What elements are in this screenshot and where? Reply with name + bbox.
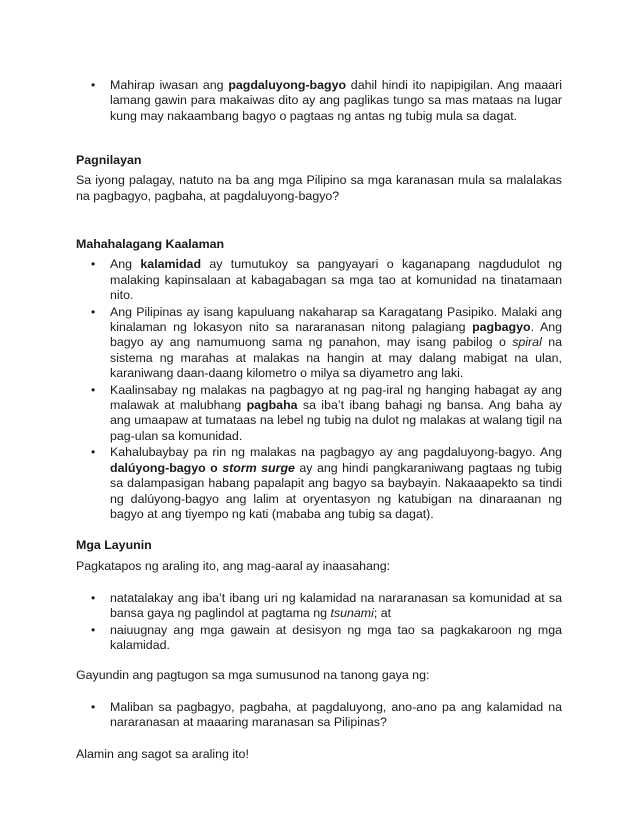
layunin-section [76, 538, 562, 762]
pagnilayan-section [76, 153, 562, 204]
bullet-icon: • [91, 590, 96, 605]
list-item [76, 623, 562, 654]
intro-term-pagdaluyong: pagdaluyong-bagyo [228, 78, 347, 92]
layunin-list [76, 591, 562, 654]
term-kalamidad: kalamidad [140, 257, 202, 272]
kaalaman-list [76, 257, 562, 522]
item-text: ; at [373, 606, 392, 621]
intro-section [76, 78, 562, 124]
bullet-icon: • [91, 257, 96, 272]
closing-text: Alamin ang sagot sa araling ito! [76, 746, 249, 761]
list-item [76, 257, 562, 303]
item-text: ay ang hindi pangkaraniwang pagtaas ng tubig sa dalampasigan habang papalapit ang bagyo sa baybayin. Nakaaapekto sa tindi ng dalúyong-bagyo ang lalim at oryentasyon ng katubigan na dinaraanan ng bagyo at ang tiyempo ng kati (mababa ang tubig sa dagat). [110, 460, 563, 521]
list-item [76, 591, 562, 622]
term-daluyong-bagyo: dalúyong-bagyo o [110, 460, 223, 475]
item-text: Maliban sa pagbagyo, pagbaha, at pagdaluyong, ano-ano pa ang kalamidad na nararanasan at maaaring maranasan sa Pilipinas? [110, 699, 562, 730]
layunin-heading: Mga Layunin [76, 538, 152, 552]
term-tsunami: tsunami [330, 606, 374, 621]
item-text: Ang Pilipinas ay isang kapuluang nakaharap sa Karagatang Pasipiko. Malaki ang kinalaman ng lokasyon nito sa nararanasan nitong palagiang [110, 304, 562, 335]
list-item [76, 445, 562, 522]
item-text: na sistema ng marahas at malakas na hangin at may dalang mabigat na ulan, karaniwang daan-daang kilometro o milya sa diyametro ang laki. [110, 335, 562, 381]
list-item [76, 78, 562, 124]
intro-list [76, 78, 562, 124]
item-text: . Ang bagyo ay ang namumuong sama ng panahon, may isang pabilog o [110, 320, 562, 350]
term-pagbaha: pagbaha [246, 398, 298, 413]
item-text: sa iba’t ibang bahagi ng bansa. Ang baha ay ang umaapaw at tumataas na lebel ng tubig na dulot ng malakas at walang tigil na pag-ulan sa komunidad. [110, 398, 562, 443]
item-text: ay tumutukoy sa pangyayari o kaganapang nagdudulot ng malaking kapinsalaan at kabagabagan sa mga tao at komunidad na tinatamaan nito. [110, 257, 562, 303]
bullet-icon: • [91, 382, 96, 397]
layunin-intro: Pagkatapos ng araling ito, ang mag-aaral ay inaasahang: [76, 559, 391, 574]
bullet-icon: • [91, 699, 96, 714]
item-text: naiuugnay ang mga gawain at desisyon ng mga tao sa pagkakaroon ng mga kalamidad. [110, 622, 562, 653]
list-item [76, 305, 562, 382]
term-pagbagyo: pagbagyo [472, 320, 531, 335]
kaalaman-heading: Mahahalagang Kaalaman [76, 237, 225, 251]
item-text: natatalakay ang iba’t ibang uri ng kalamidad na nararanasan sa komunidad at sa bansa gaya ng paglindol at pagtama ng [110, 590, 562, 621]
kaalaman-section [76, 237, 562, 522]
tanong-list [76, 700, 562, 731]
bullet-icon: • [91, 78, 96, 92]
bullet-icon: • [91, 622, 96, 637]
term-spiral: spiral [512, 335, 542, 350]
item-text: Kahalubaybay pa rin ng malakas na pagbagyo ay ang pagdaluyong-bagyo. Ang [110, 445, 562, 460]
list-item [76, 383, 562, 445]
term-storm-surge: storm surge [222, 460, 295, 475]
intro-text-a: Mahirap iwasan ang [110, 78, 229, 92]
item-text: Ang [110, 257, 141, 272]
pagnilayan-heading: Pagnilayan [76, 153, 142, 167]
tanong-intro: Gayundin ang pagtugon sa mga sumusunod na tanong gaya ng: [76, 668, 430, 683]
pagnilayan-text: Sa iyong palagay, natuto na ba ang mga Pilipino sa mga karanasan mula sa malalakas na pagbagyo, pagbaha, at pagdaluyong-bagyo? [76, 173, 562, 203]
bullet-icon: • [91, 304, 96, 319]
list-item [76, 700, 562, 731]
intro-text-c: dahil hindi ito napipigilan. Ang maaari lamang gawin para makaiwas dito ay ang paglikas tungo sa mas mataas na lugar kung may nakaambang bagyo o pagtaas ng antas ng tubig mula sa dagat. [110, 78, 562, 123]
item-text: Kaalinsabay ng malakas na pagbagyo at ng pag-iral ng hanging habagat ay ang malawak at malubhang [110, 382, 562, 413]
bullet-icon: • [91, 445, 96, 460]
